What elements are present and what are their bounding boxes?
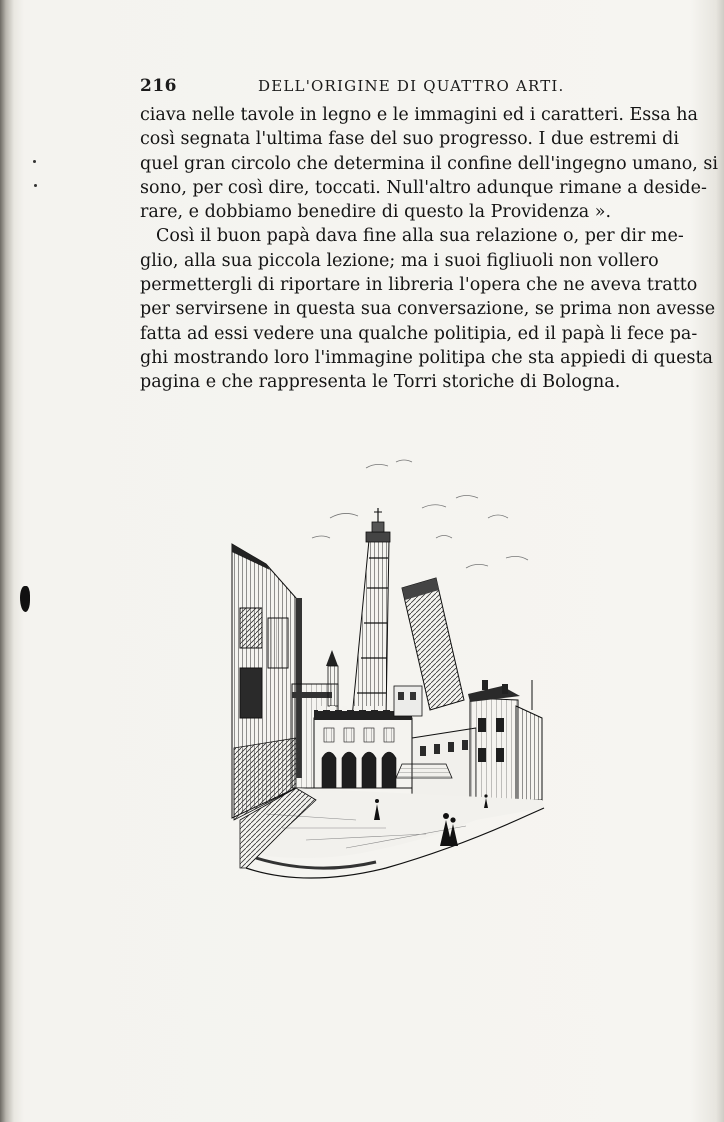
- page-number: 216: [140, 76, 177, 96]
- text-line: per servirsene in questa sua conversazione, se prima non avesse: [140, 299, 716, 320]
- running-title: DELL'ORIGINE DI QUATTRO ARTI.: [258, 77, 565, 95]
- text-line: ghi mostrando loro l'immagine politipa che sta appiedi di questa: [140, 347, 713, 368]
- page-header: [140, 76, 640, 100]
- text-line: Così il buon papà dava fine alla sua relazione o, per dir me-: [156, 226, 684, 247]
- engraving-image: [226, 448, 562, 894]
- towers-engraving: [226, 448, 562, 894]
- text-line: pagina e che rappresenta le Torri storiche di Bologna.: [140, 372, 621, 393]
- text-line: rare, e dobbiamo benedire di questo la Providenza ».: [140, 202, 612, 223]
- text-line: permettergli di riportare in libreria l'opera che ne aveva tratto: [140, 275, 698, 296]
- margin-speck: [33, 160, 36, 163]
- text-line: quel gran circolo che determina il confine dell'ingegno umano, si: [140, 153, 718, 174]
- text-line: così segnata l'ultima fase del suo progresso. I due estremi di: [140, 129, 679, 150]
- body-text: [140, 103, 718, 395]
- text-line: glio, alla sua piccola lezione; ma i suoi figliuoli non vollero: [140, 250, 659, 271]
- ink-blot: [20, 586, 30, 612]
- margin-speck: [34, 184, 37, 187]
- text-line: ciava nelle tavole in legno e le immagini ed i caratteri. Essa ha: [140, 105, 698, 125]
- text-line: fatta ad essi vedere una qualche politipia, ed il papà li fece pa-: [140, 323, 698, 344]
- text-line: sono, per così dire, toccati. Null'altro adunque rimane a deside-: [140, 177, 707, 198]
- piazza-ground: [240, 788, 544, 878]
- asinelli-tower: [352, 508, 390, 718]
